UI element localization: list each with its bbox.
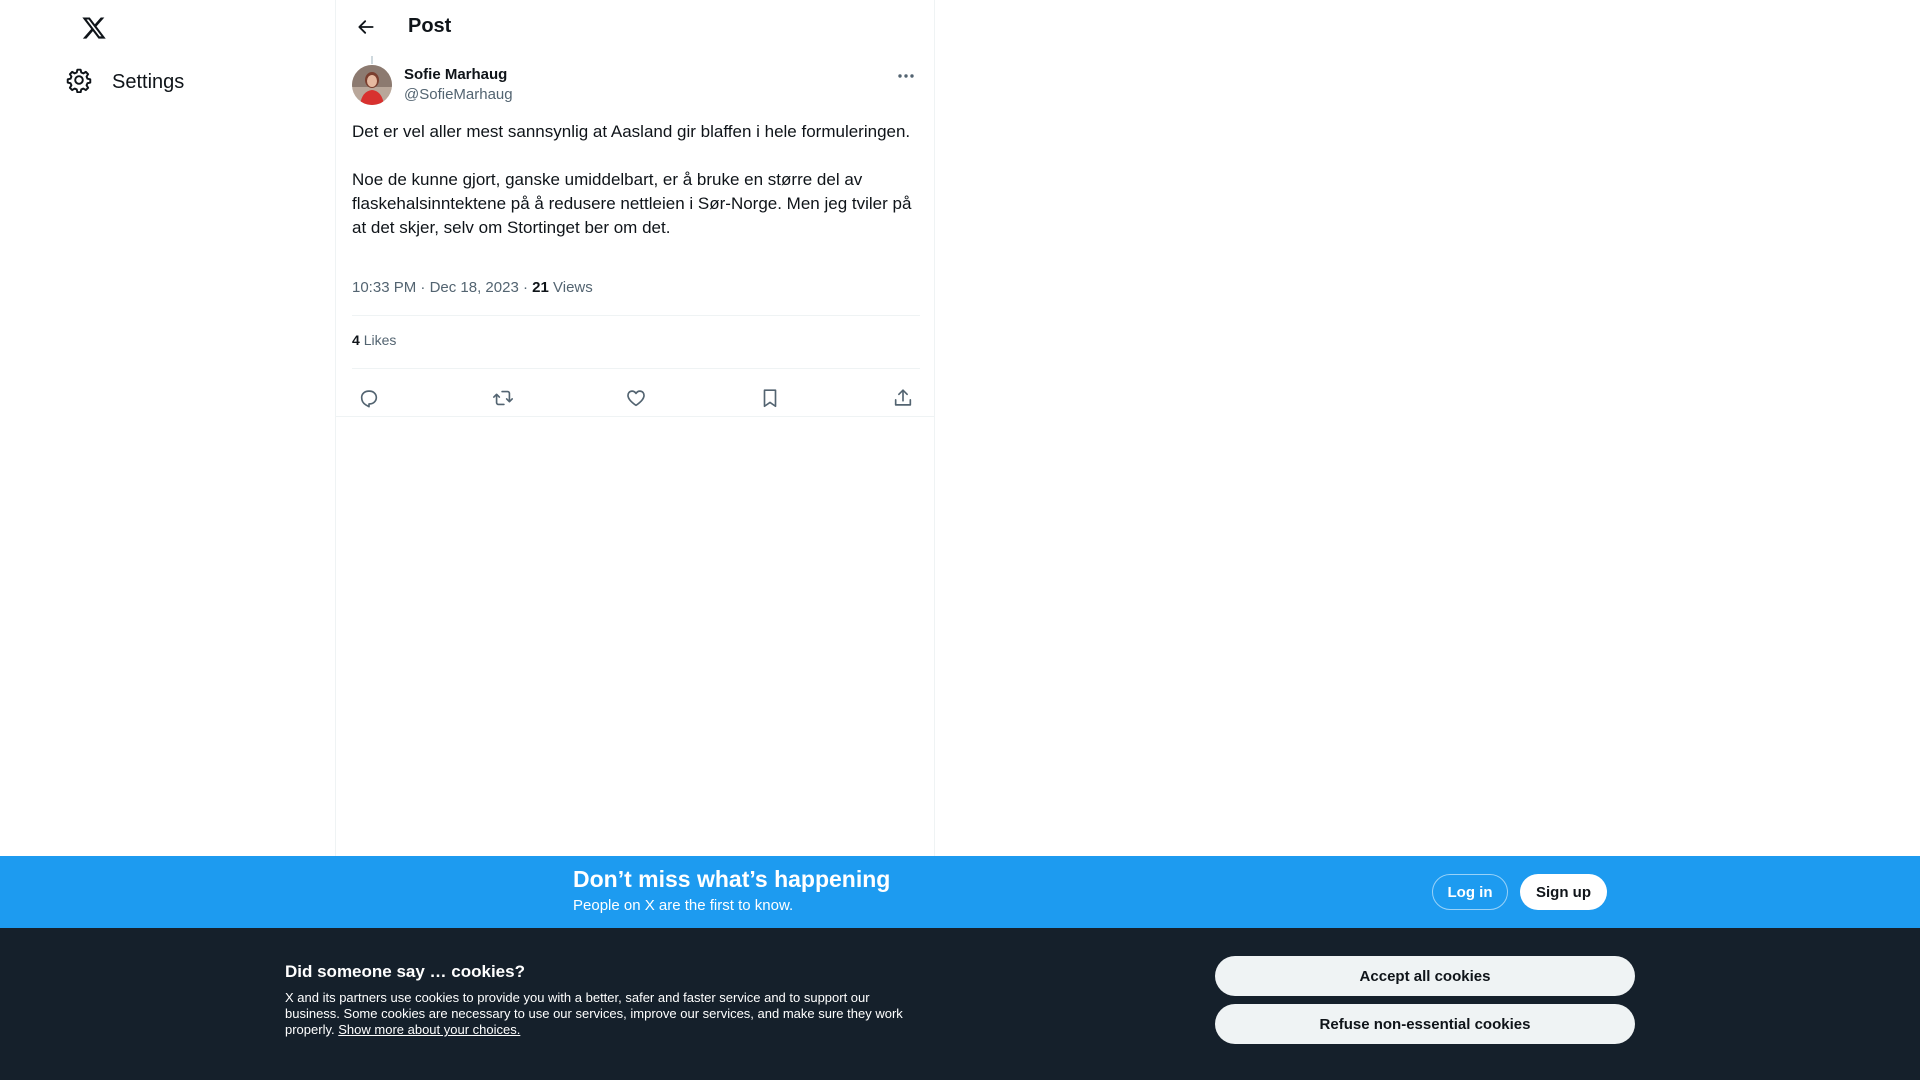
repost-button[interactable]	[486, 381, 520, 415]
signup-banner	[0, 856, 1920, 928]
like-button[interactable]	[619, 381, 653, 415]
avatar[interactable]	[352, 65, 392, 105]
banner-subtitle: People on X are the first to know.	[573, 897, 794, 914]
page-header	[336, 0, 934, 53]
likes-summary[interactable]	[352, 332, 396, 348]
post-text: Det er vel aller mest sannsynlig at Aasland gir blaffen i hele formuleringen. Noe de kunne gjort, ganske umiddelbart, er å bruke en større del av flaskehalsinntektene på å redusere nettleien i Sør-Norge. Men jeg tviler på at det skjer, selv om Stortinget ber om det.	[352, 122, 912, 237]
thread-line	[371, 56, 373, 64]
likes-label: Likes	[363, 332, 397, 348]
bookmark-icon	[759, 387, 781, 409]
arrow-left-icon	[356, 17, 376, 37]
divider	[336, 416, 934, 417]
sidebar-item-label: Settings	[112, 71, 185, 93]
cookie-text	[285, 990, 915, 1038]
share-icon	[892, 387, 914, 409]
author-handle[interactable]: @SofieMarhaug	[404, 86, 513, 103]
cookie-description: X and its partners use cookies to provide you with a better, safer and faster service and to support our business. Some cookies are necessary to use our services, improve our services, and make sure they work properly.	[285, 990, 903, 1037]
views-label: Views	[553, 279, 593, 296]
accept-cookies-button[interactable]: Accept all cookies	[1215, 956, 1635, 996]
post-author-row	[352, 56, 920, 108]
post	[352, 56, 920, 348]
cookie-consent-bar	[0, 928, 1920, 1080]
bookmark-button[interactable]	[753, 381, 787, 415]
heart-icon	[625, 387, 647, 409]
cookie-choices-link[interactable]: Show more about your choices.	[338, 1022, 521, 1037]
more-button[interactable]	[892, 64, 920, 88]
more-horizontal-icon	[897, 73, 915, 79]
x-logo-icon[interactable]	[78, 12, 110, 44]
login-button[interactable]: Log in	[1432, 874, 1508, 910]
reply-icon	[358, 387, 380, 409]
share-button[interactable]	[886, 381, 920, 415]
signup-button[interactable]: Sign up	[1520, 874, 1607, 910]
post-date[interactable]: Dec 18, 2023	[429, 279, 519, 296]
post-actions	[352, 378, 920, 418]
banner-title: Don’t miss what’s happening	[573, 866, 891, 892]
author-name[interactable]: Sofie Marhaug	[404, 66, 508, 83]
likes-count: 4	[352, 332, 360, 348]
page-title: Post	[408, 15, 452, 37]
cookie-title: Did someone say … cookies?	[285, 962, 525, 981]
post-time[interactable]: 10:33 PM	[352, 279, 417, 296]
repost-icon	[492, 387, 514, 409]
back-button[interactable]	[350, 11, 382, 43]
divider	[352, 368, 920, 369]
reply-button[interactable]	[352, 381, 386, 415]
post-meta: 10:33 PM · Dec 18, 2023 · 21 Views	[352, 279, 593, 296]
views-count: 21	[532, 279, 549, 296]
sidebar-item-settings[interactable]	[66, 67, 184, 98]
divider	[352, 315, 920, 316]
refuse-cookies-button[interactable]: Refuse non-essential cookies	[1215, 1004, 1635, 1044]
gear-icon	[66, 67, 92, 98]
